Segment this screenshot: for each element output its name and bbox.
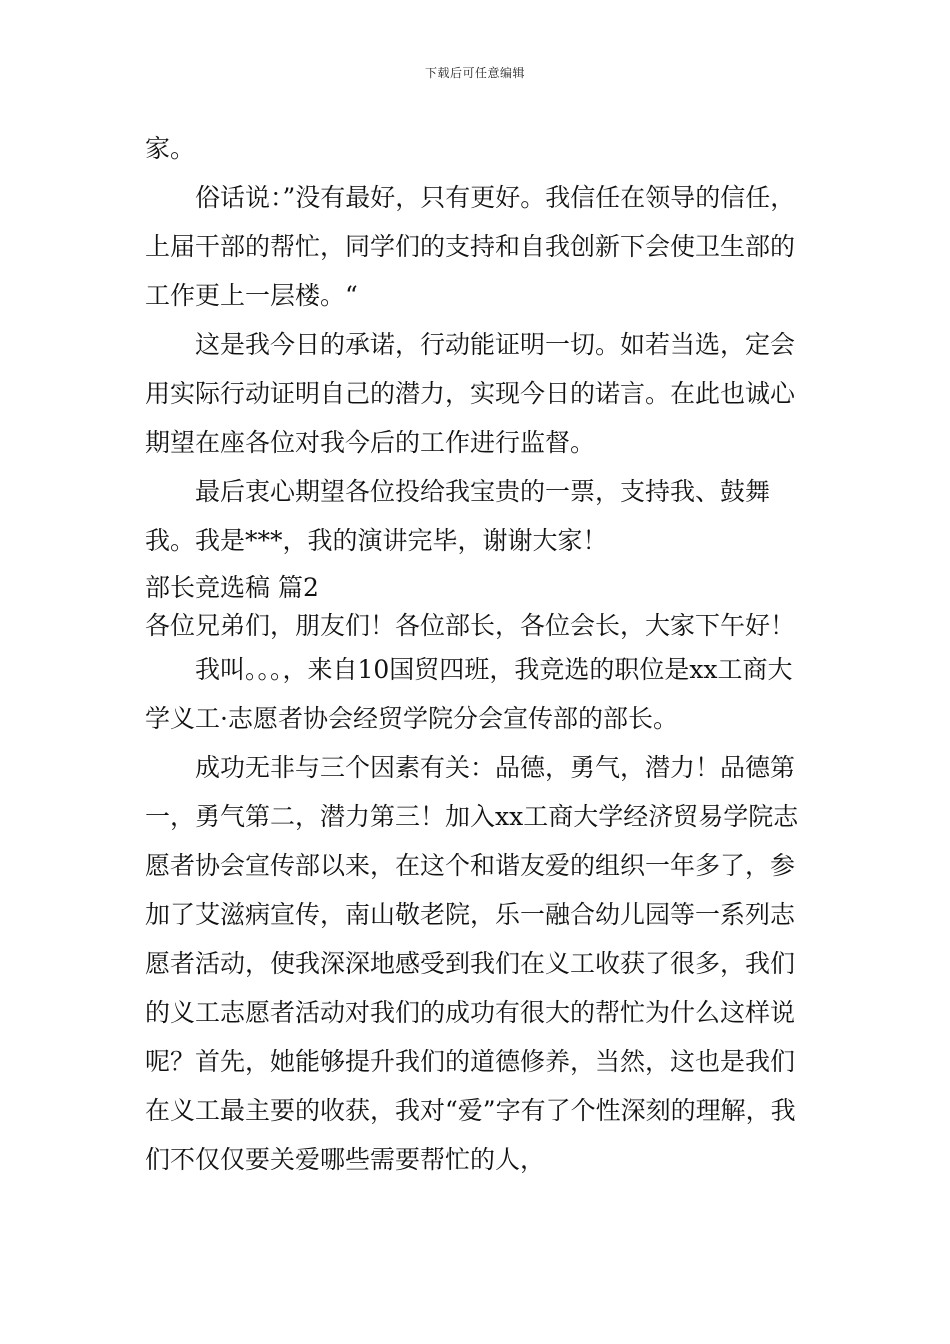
- paragraph-saying: 俗话说：”没有最好，只有更好。我信任在领导的信任，上届干部的帮忙，同学们的支持和自我创新下会使卫生部的工作更上一层楼。“: [145, 183, 796, 310]
- document-body: [145, 124, 807, 1184]
- paragraph-success-factors: 成功无非与三个因素有关：品德，勇气，潜力！品德第一，勇气第二，潜力第三！加入xx工商大学经济贸易学院志愿者协会宣传部以来，在这个和谐友爱的组织一年多了，参加了艾滋病宣传，南山敬老院，乐一融合幼儿园等一系列志愿者活动，使我深深地感受到我们在义工收获了很多，我们的义工志愿者活动对我们的成功有很大的帮忙为什么这样说呢？首先，她能够提升我们的道德修养，当然，这也是我们在义工最主要的收获，我对“爱”字有了个性深刻的理解，我们不仅仅要关爱哪些需要帮忙的人，: [145, 753, 799, 1174]
- page-header: 下载后可任意编辑: [424, 66, 525, 80]
- paragraph-closing: 最后衷心期望各位投给我宝贵的一票，支持我、鼓舞我。我是***，我的演讲完毕，谢谢大家！: [145, 477, 771, 555]
- paragraph-introduction: 我叫。。。，来自10国贸四班，我竞选的职位是xx工商大学义工·志愿者协会经贸学院分会宣传部的部长。: [145, 655, 793, 733]
- section-title: 部长竞选稿 篇2: [145, 573, 319, 602]
- paragraph-promise: 这是我今日的承诺，行动能证明一切。如若当选，定会用实际行动证明自己的潜力，实现今日的诺言。在此也诚心期望在座各位对我今后的工作进行监督。: [145, 330, 796, 457]
- greeting-line: 各位兄弟们，朋友们！各位部长，各位会长，大家下午好！: [145, 611, 796, 640]
- paragraph-continuation: 家。: [145, 134, 196, 163]
